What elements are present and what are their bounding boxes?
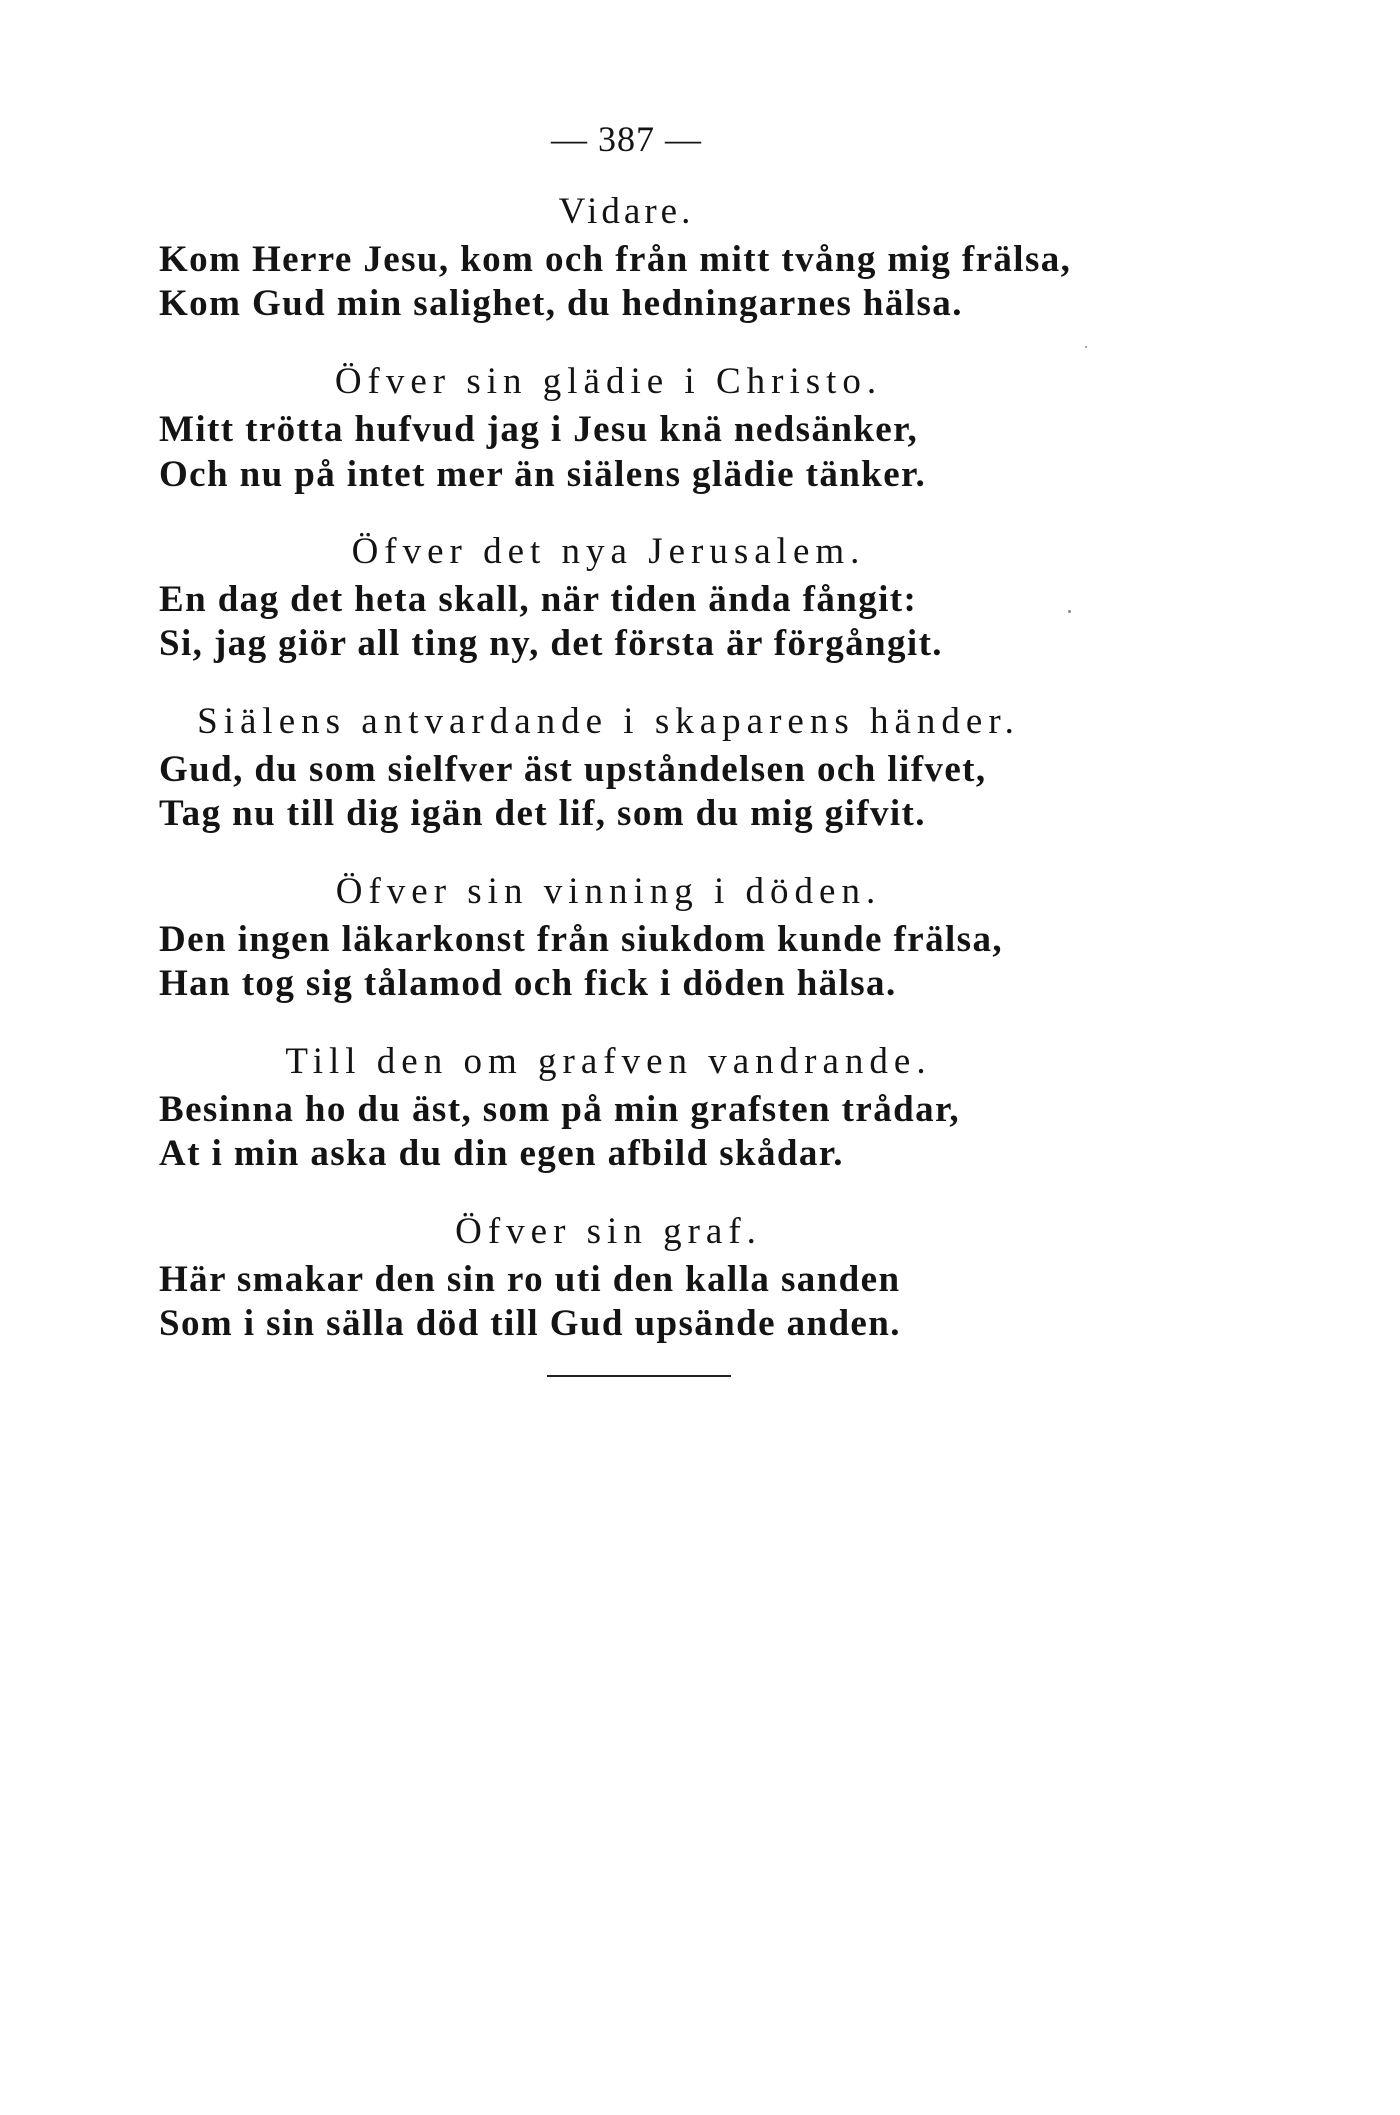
verse-line: At i min aska du din egen afbild skådar.	[159, 1133, 844, 1174]
verse-line: Tag nu till dig igän det lif, som du mig gifvit.	[159, 793, 926, 834]
section-heading: Siälens antvardande i skaparens händer.	[197, 701, 1020, 742]
verse-line: Kom Gud min salighet, du hedningarnes hälsa.	[159, 283, 963, 324]
verse-line: Han tog sig tålamod och fick i döden hälsa.	[159, 963, 897, 1004]
page-number: — 387 —	[551, 119, 702, 159]
verse-line: En dag det heta skall, när tiden ända fångit:	[159, 579, 918, 620]
print-speck	[1068, 610, 1071, 613]
verse-line: Kom Herre Jesu, kom och från mitt tvång mig frälsa,	[159, 239, 1072, 280]
end-rule	[547, 1375, 731, 1377]
verse-line: Si, jag giör all ting ny, det första är förgångit.	[159, 623, 943, 664]
print-speck	[1085, 346, 1087, 348]
verse-line: Som i sin sälla död till Gud upsände anden.	[159, 1303, 901, 1344]
section-heading: Öfver sin glädie i Christo.	[334, 361, 883, 402]
verse-line: Gud, du som sielfver äst upståndelsen och lifvet,	[159, 749, 987, 790]
verse-line: Den ingen läkarkonst från siukdom kunde frälsa,	[159, 919, 1003, 960]
verse-line: Mitt trötta hufvud jag i Jesu knä nedsänker,	[159, 409, 919, 450]
section-heading: Öfver sin vinning i döden.	[335, 871, 882, 912]
section-heading: Öfver det nya Jerusalem.	[351, 531, 866, 572]
section-heading: Till den om grafven vandrande.	[285, 1041, 932, 1082]
section-heading: Öfver sin graf.	[455, 1211, 762, 1252]
verse-line: Besinna ho du äst, som på min grafsten trådar,	[159, 1089, 961, 1130]
section-heading: Vidare.	[558, 191, 695, 232]
verse-line: Här smakar den sin ro uti den kalla sanden	[159, 1259, 901, 1300]
verse-line: Och nu på intet mer än siälens glädie tänker.	[159, 454, 927, 495]
